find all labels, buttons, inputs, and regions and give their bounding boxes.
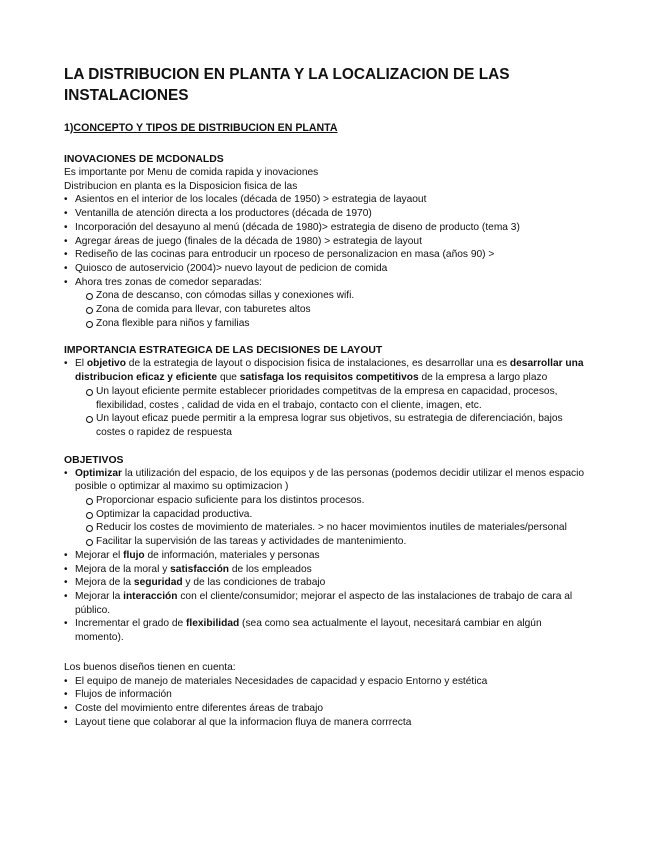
text-span: Incrementar el grado de — [75, 618, 186, 630]
section-subtitle — [64, 122, 586, 135]
importance-section — [64, 344, 586, 439]
list-item: • Rediseño de las cocinas para entroducir un rpoceso de personalizacion en masa (años 90) > — [64, 248, 586, 262]
text-span: y de las condiciones de trabajo — [182, 577, 326, 589]
bold-span: seguridad — [133, 577, 183, 589]
importance-heading: IMPORTANCIA ESTRATEGICA DE LAS DECISIONES DE LAYOUT — [64, 345, 383, 357]
objectives-list-continued — [64, 549, 586, 645]
list-item: • Asientos en el interior de los locales (década de 1950) > estrategia de layaout — [64, 193, 586, 207]
text-span: (sea como sea actualmente el layout, necesitará cambiar en algún momento). — [75, 618, 542, 644]
good-designs-list — [64, 675, 586, 730]
subtitle-number: 1) — [64, 122, 74, 134]
sub-list-item: Reducir los costes de movimiento de materiales. > no hacer movimientos inutiles de materiales/personal — [64, 521, 586, 535]
list-item — [64, 590, 586, 617]
list-item — [64, 576, 586, 590]
list-item: • Coste del movimiento entre diferentes áreas de trabajo — [64, 702, 586, 716]
bold-span: interacción — [123, 590, 178, 602]
objectives-section — [64, 454, 586, 645]
bold-span: flexibilidad — [186, 618, 240, 630]
text-span: de la estrategia de layout o dispocision fisica de instalaciones, es desarrollar una es — [125, 358, 510, 370]
list-item: • El equipo de manejo de materiales Necesidades de capacidad y espacio Entorno y estética — [64, 675, 586, 689]
text-span: Mejorar el — [75, 549, 124, 561]
bold-span: objetivo — [86, 358, 126, 370]
list-item — [64, 617, 586, 644]
text-span: que — [217, 372, 240, 384]
list-item — [64, 467, 586, 494]
text-span: la utilización del espacio, de los equipos y de las personas (podemos decidir utilizar el menos espacio posible o optimizar al maximo su optimizacion ) — [75, 467, 585, 493]
objectives-heading: OBJETIVOS — [64, 454, 124, 466]
text-span: de información, materiales y personas — [144, 549, 320, 561]
good-designs-intro: Los buenos diseños tienen en cuenta: — [64, 661, 236, 673]
mcdonalds-section — [64, 153, 586, 330]
bold-span: flujo — [123, 549, 145, 561]
text-span: de la empresa a largo plazo — [418, 372, 548, 384]
list-item: • Ventanilla de atención directa a los productores (década de 1970) — [64, 207, 586, 221]
bold-span: desarrollar una distribucion eficaz y eficiente — [75, 358, 584, 384]
list-item: • Quiosco de autoservicio (2004)> nuevo layout de pedicion de comida — [64, 262, 586, 276]
sub-list-item: Zona de descanso, con cómodas sillas y conexiones wifi. — [64, 289, 586, 303]
mcdonalds-heading: INOVACIONES DE MCDONALDS — [64, 154, 224, 165]
list-item: • Ahora tres zonas de comedor separadas: — [64, 276, 586, 290]
mcdonalds-list — [64, 193, 586, 289]
bold-span: satisfaga los requisitos competitivos — [239, 372, 419, 384]
document-page — [64, 64, 586, 729]
sub-list-item: Zona de comida para llevar, con taburetes altos — [64, 303, 586, 317]
list-item: • Layout tiene que colaborar al que la informacion fluya de manera corrrecta — [64, 716, 586, 730]
mcdonalds-intro-1: Es importante por Menu de comida rapida y inovaciones — [64, 167, 319, 178]
text-span: El — [75, 358, 87, 370]
sub-list-item: Optimizar la capacidad productiva. — [64, 508, 586, 522]
list-item: • Agregar áreas de juego (finales de la década de 1980) > estrategia de layout — [64, 235, 586, 249]
text-span: con el cliente/consumidor; mejorar el aspecto de las instalaciones de trabajo de cara al público. — [75, 590, 573, 616]
subtitle-text: CONCEPTO Y TIPOS DE DISTRIBUCION EN PLANTA — [73, 122, 338, 134]
list-item — [64, 357, 586, 384]
sub-list-item: Proporcionar espacio suficiente para los distintos procesos. — [64, 494, 586, 508]
text-span: Mejorar la — [75, 590, 124, 602]
objectives-sub-list — [64, 494, 586, 549]
sub-list-item: Un layout eficaz puede permitir a la empresa lograr sus objetivos, su estrategia de diferenciación, bajos costes o rapidez de respuesta — [64, 412, 586, 439]
text-span: Mejora de la moral y — [75, 563, 171, 575]
objectives-list — [64, 467, 586, 494]
mcdonalds-intro-2: Distribucion en planta es la Disposicion fisica de las — [64, 180, 298, 192]
sub-list-item: Facilitar la supervisión de las tareas y actividades de mantenimiento. — [64, 535, 586, 549]
importance-sub-list — [64, 385, 586, 440]
list-item: • Incorporación del desayuno al menú (década de 1980)> estrategia de diseno de producto (tema 3) — [64, 221, 586, 235]
list-item — [64, 563, 586, 577]
text-span: de los empleados — [229, 563, 312, 575]
sub-list-item: Zona flexible para niños y familias — [64, 317, 586, 331]
document-title: LA DISTRIBUCION EN PLANTA Y LA LOCALIZACION DE LAS INSTALACIONES — [64, 66, 510, 104]
bold-span: satisfacción — [170, 563, 230, 575]
importance-list — [64, 357, 586, 384]
sub-list-item: Un layout eficiente permite establecer prioridades competitvas de la empresa en capacidad, procesos, flexibilidad, costes , calidad de vida en el trabajo, contacto con el cliente, imagen, etc. — [64, 385, 586, 412]
list-item — [64, 549, 586, 563]
zones-list — [64, 289, 586, 330]
good-designs-section — [64, 661, 586, 730]
list-item: • Flujos de información — [64, 688, 586, 702]
bold-span: Optimizar — [75, 467, 122, 479]
text-span: Mejora de la — [75, 577, 134, 589]
